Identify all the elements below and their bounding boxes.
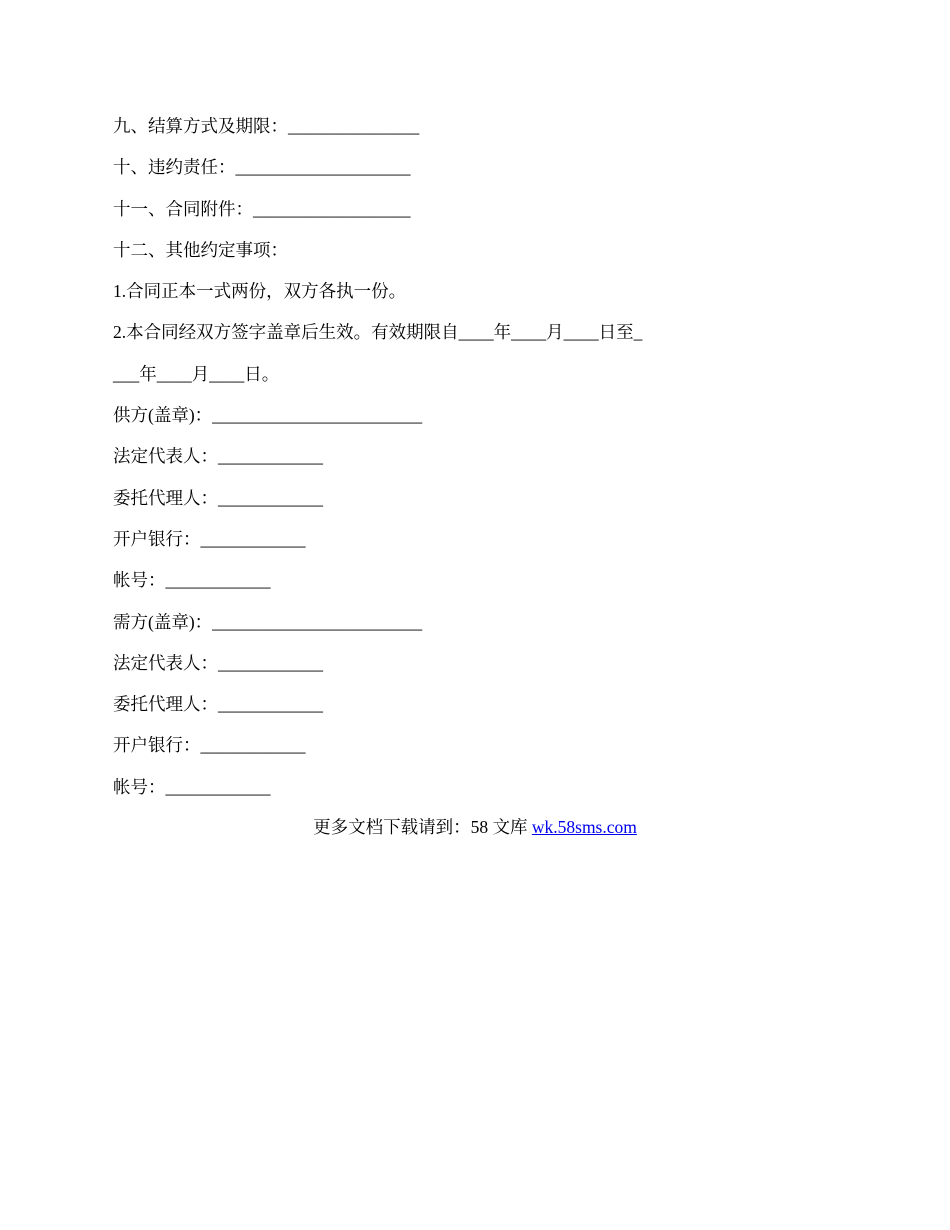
buyer-bank-field: 开户银行：____________ bbox=[113, 735, 306, 756]
clause-settlement: 九、结算方式及期限：_______________ bbox=[113, 116, 420, 136]
supplier-bank-field: 开户银行：____________ bbox=[113, 528, 306, 549]
clause-attachments: 十一、合同附件：__________________ bbox=[113, 198, 411, 219]
buyer-agent-field: 委托代理人：____________ bbox=[113, 694, 323, 715]
buyer-account-field: 帐号：____________ bbox=[113, 776, 271, 797]
supplier-legal-rep-field: 法定代表人：____________ bbox=[113, 446, 323, 467]
footer-link[interactable]: wk.58sms.com bbox=[531, 817, 637, 837]
supplier-agent-field: 委托代理人：____________ bbox=[113, 487, 323, 508]
buyer-seal-field: 需方(盖章)：________________________ bbox=[113, 611, 423, 632]
supplier-account-field: 帐号：____________ bbox=[113, 570, 271, 591]
other-matter-2: 2.本合同经双方签字盖章后生效。有效期限自____年____月____日至_ bbox=[113, 322, 643, 343]
other-matter-1: 1.合同正本一式两份，双方各执一份。 bbox=[113, 281, 407, 302]
clause-breach-liability: 十、违约责任：____________________ bbox=[113, 157, 411, 178]
download-footer bbox=[0, 812, 950, 842]
buyer-legal-rep-field: 法定代表人：____________ bbox=[113, 652, 323, 673]
document-body bbox=[113, 111, 753, 813]
footer-text: 更多文档下载请到：58 文库 bbox=[313, 817, 532, 837]
other-matter-2-continued: ___年____月____日。 bbox=[113, 363, 280, 384]
clause-other-matters: 十二、其他约定事项： bbox=[113, 239, 288, 260]
supplier-seal-field: 供方(盖章)：________________________ bbox=[113, 405, 423, 426]
